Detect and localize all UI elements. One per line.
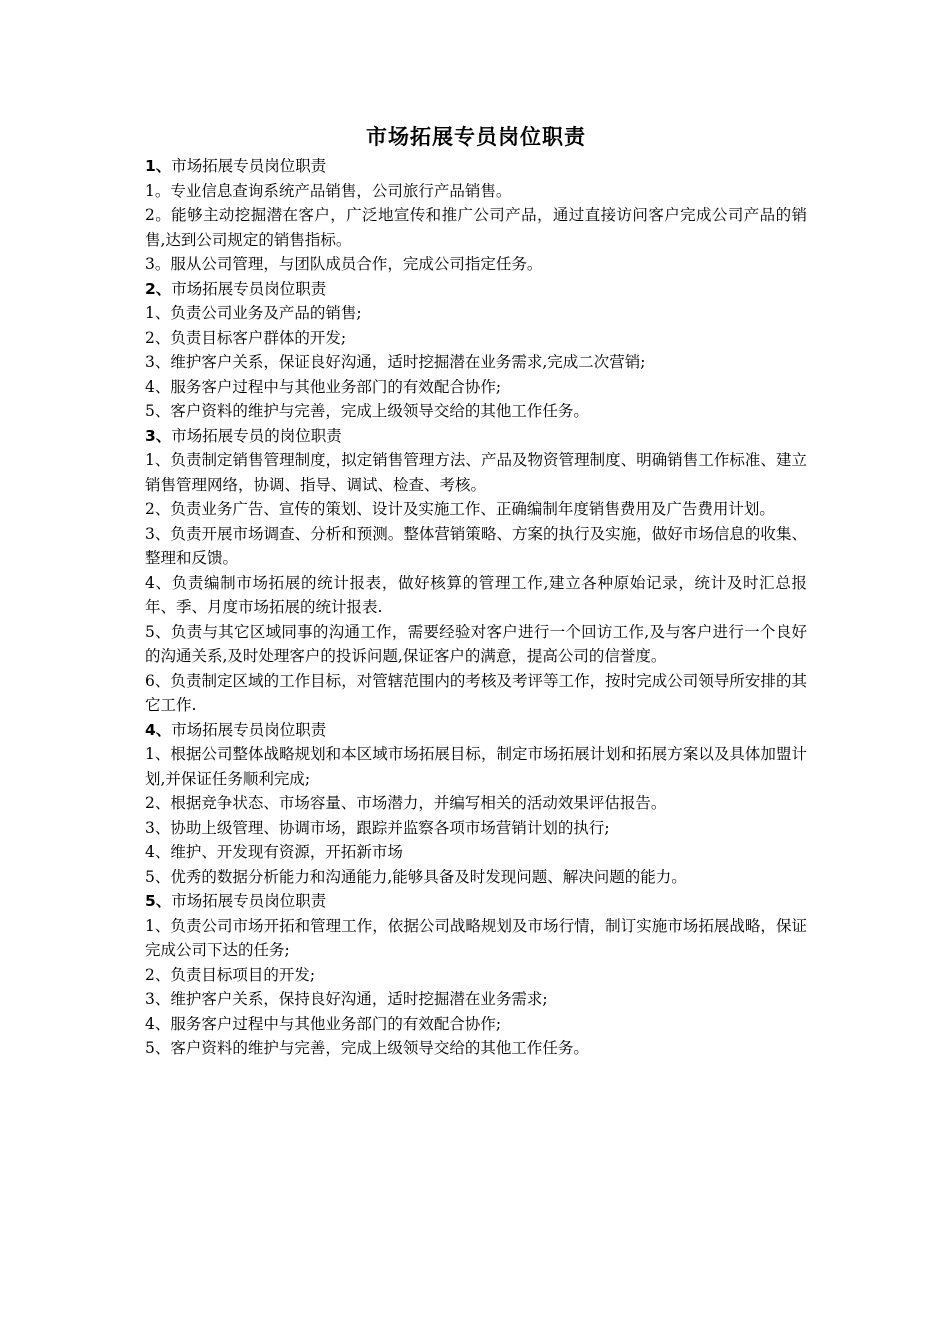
- section-number: 3、: [145, 426, 172, 445]
- list-item: 6、负责制定区域的工作目标，对管辖范围内的考核及考评等工作，按时完成公司领导所安排的其它工作.: [145, 671, 807, 714]
- section-heading-text: 市场拓展专员岗位职责: [171, 720, 327, 739]
- list-item: 1、根据公司整体战略规划和本区域市场拓展目标，制定市场拓展计划和拓展方案以及具体加盟计划,并保证任务顺利完成;: [145, 745, 807, 788]
- list-item: 4、服务客户过程中与其他业务部门的有效配合协作;: [145, 1014, 502, 1033]
- section-heading-text: 市场拓展专员岗位职责: [171, 157, 327, 175]
- section-heading-text: 市场拓展专员岗位职责: [171, 279, 327, 298]
- list-item: 5、客户资料的维护与完善，完成上级领导交给的其他工作任务。: [145, 402, 589, 420]
- list-item: 5、优秀的数据分析能力和沟通能力,能够具备及时发现问题、解决问题的能力。: [145, 867, 687, 886]
- section-2: [145, 277, 807, 424]
- list-item: 3、维护客户关系，保持良好沟通，适时挖掘潜在业务需求;: [145, 990, 548, 1008]
- section-number: 5、: [145, 892, 172, 910]
- section-3: [145, 424, 807, 718]
- section-1: [145, 154, 807, 277]
- list-item: 1。专业信息查询系统产品销售，公司旅行产品销售。: [145, 181, 512, 200]
- list-item: 2。能够主动挖掘潜在客户，广泛地宣传和推广公司产品，通过直接访问客户完成公司产品的销售,达到公司规定的销售指标。: [145, 206, 807, 249]
- section-heading: [145, 154, 807, 179]
- list-item: 5、客户资料的维护与完善，完成上级领导交给的其他工作任务。: [145, 1039, 589, 1057]
- document-title: 市场拓展专员岗位职责: [366, 125, 586, 149]
- section-heading: [145, 889, 807, 914]
- section-heading: [145, 718, 807, 743]
- list-item: 2、根据竞争状态、市场容量、市场潜力，并编写相关的活动效果评估报告。: [145, 794, 667, 812]
- list-item: 4、服务客户过程中与其他业务部门的有效配合协作;: [145, 377, 502, 396]
- list-item: 2、负责目标项目的开发;: [145, 965, 316, 984]
- list-item: 4、负责编制市场拓展的统计报表，做好核算的管理工作,建立各种原始记录，统计及时汇总报年、季、月度市场拓展的统计报表.: [145, 573, 807, 616]
- list-item: 3、负责开展市场调查、分析和预测。整体营销策略、方案的执行及实施，做好市场信息的收集、整理和反馈。: [145, 524, 807, 567]
- section-5: [145, 889, 807, 1061]
- section-number: 1、: [145, 157, 172, 175]
- list-item: 3。服从公司管理，与团队成员合作，完成公司指定任务。: [145, 255, 543, 273]
- list-item: 2、负责业务广告、宣传的策划、设计及实施工作、正确编制年度销售费用及广告费用计划。: [145, 500, 775, 518]
- section-heading: [145, 277, 807, 302]
- list-item: 1、负责公司市场开拓和管理工作，依据公司战略规划及市场行情，制订实施市场拓展战略，保证完成公司下达的任务;: [145, 916, 807, 959]
- section-number: 4、: [145, 720, 172, 739]
- list-item: 1、负责公司业务及产品的销售;: [145, 304, 362, 322]
- document-page: [145, 122, 807, 1061]
- section-heading-text: 市场拓展专员的岗位职责: [171, 426, 342, 445]
- list-item: 2、负责目标客户群体的开发;: [145, 328, 347, 347]
- section-heading-text: 市场拓展专员岗位职责: [171, 892, 327, 910]
- list-item: 3、维护客户关系，保证良好沟通，适时挖掘潜在业务需求,完成二次营销;: [145, 353, 646, 371]
- list-item: 4、维护、开发现有资源，开拓新市场: [145, 843, 403, 861]
- section-number: 2、: [145, 279, 172, 298]
- list-item: 5、负责与其它区域同事的沟通工作，需要经验对客户进行一个回访工作,及与客户进行一个良好的沟通关系,及时处理客户的投诉问题,保证客户的满意，提高公司的信誉度。: [145, 622, 807, 665]
- list-item: 3、协助上级管理、协调市场，跟踪并监察各项市场营销计划的执行;: [145, 818, 610, 837]
- section-4: [145, 718, 807, 890]
- list-item: 1、负责制定销售管理制度，拟定销售管理方法、产品及物资管理制度、明确销售工作标准、建立销售管理网络，协调、指导、调试、检查、考核。: [145, 451, 807, 494]
- section-heading: [145, 424, 807, 449]
